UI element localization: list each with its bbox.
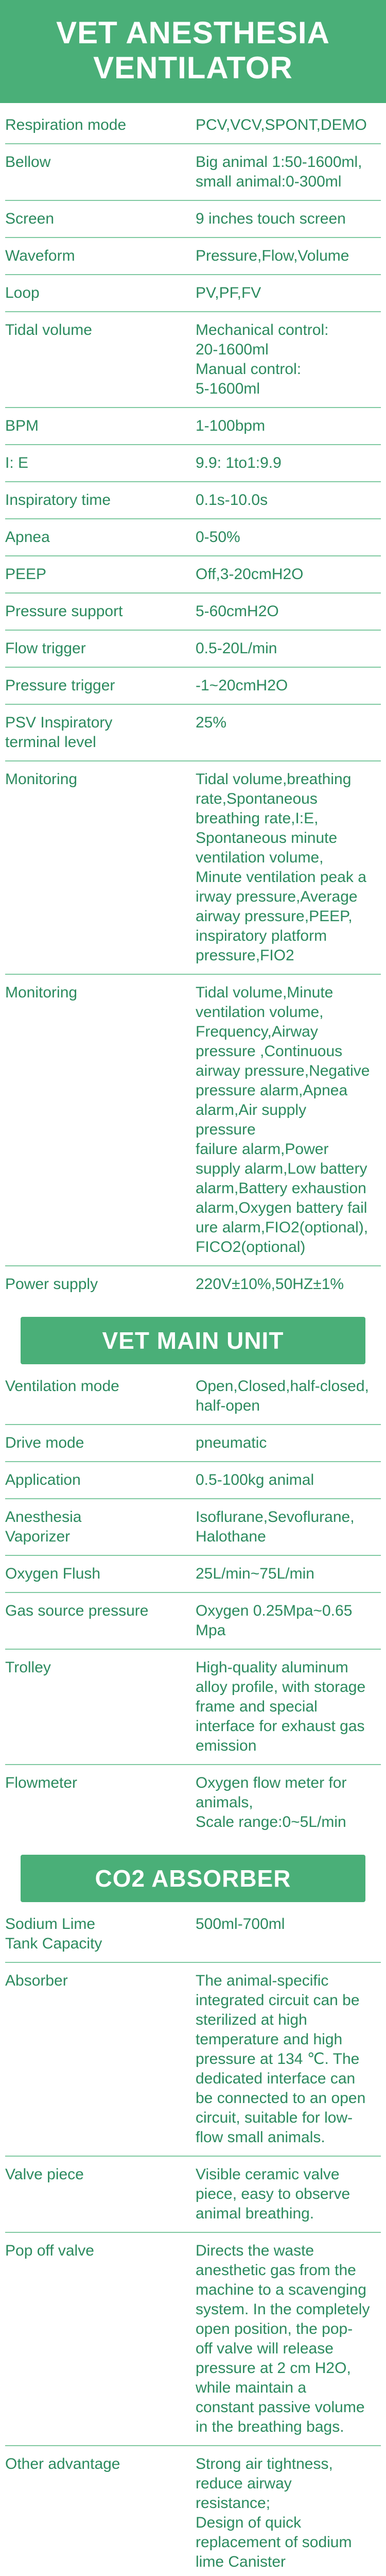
spec-label: Waveform: [5, 247, 75, 264]
spec-label: Pressure support: [5, 603, 123, 620]
spec-row: [5, 1368, 381, 1425]
spec-row: [5, 482, 381, 519]
spec-value: 1-100bpm: [196, 417, 266, 434]
spec-label: Trolley: [5, 1659, 51, 1676]
spec-row: [5, 238, 381, 275]
spec-value: 0.5-100kg animal: [196, 1471, 314, 1488]
co2-absorber-spec-table: [0, 1902, 386, 2576]
spec-label: Loop: [5, 284, 40, 301]
spec-label: Monitoring: [5, 771, 78, 788]
spec-row: [5, 1906, 381, 1963]
page-title-band: [0, 0, 386, 103]
spec-value: 25L/min~75L/min: [196, 1565, 314, 1582]
spec-row: [5, 594, 381, 631]
spec-value: Off,3-20cmH2O: [196, 566, 304, 583]
spec-row: [5, 1425, 381, 1462]
spec-value: -1~20cmH2O: [196, 677, 288, 694]
spec-value: Oxygen flow meter for animals, Scale range:0~5L/min: [196, 1774, 347, 1831]
spec-label: Power supply: [5, 1276, 98, 1293]
spec-label: I: E: [5, 454, 29, 471]
spec-value: Mechanical control: 20-1600ml Manual control: 5-1600ml: [196, 321, 329, 397]
spec-row: [5, 519, 381, 556]
spec-value: 220V±10%,50HZ±1%: [196, 1276, 344, 1293]
spec-value: Big animal 1:50-1600ml, small animal:0-300ml: [196, 154, 362, 190]
spec-label: Pop off valve: [5, 2242, 94, 2259]
spec-row: [5, 761, 381, 975]
spec-label: Gas source pressure: [5, 1602, 149, 1619]
spec-value: The animal-specific integrated circuit can be sterilized at high temperature and high pressure at 134 ℃. The dedicated interface can be connected to an open circuit, suitable for low- flow small animals.: [196, 1972, 366, 2146]
spec-row: [5, 144, 381, 201]
spec-row: [5, 1650, 381, 1765]
spec-label: Inspiratory time: [5, 492, 111, 509]
spec-row: [5, 556, 381, 594]
spec-value: 0-50%: [196, 529, 240, 546]
spec-label: Drive mode: [5, 1434, 84, 1451]
spec-value: Visible ceramic valve piece, easy to observe animal breathing.: [196, 2166, 350, 2222]
spec-value: 0.5-20L/min: [196, 640, 277, 657]
spec-value: 9 inches touch screen: [196, 210, 346, 227]
spec-value: Tidal volume,Minute ventilation volume, Frequency,Airway pressure ,Continuous airway pressure,Negative pressure alarm,Apnea alarm,Air supply pressure failure alarm,Power supply alarm,Low battery alarm,Battery exhaustion alarm,Oxygen battery fail ure alarm,FIO2(optional), FICO2(optional): [196, 984, 370, 1256]
spec-label: Anesthesia Vaporizer: [5, 1509, 82, 1545]
spec-row: [5, 201, 381, 238]
section-title-co2-absorber: CO2 ABSORBER: [21, 1855, 365, 1902]
spec-value: 5-60cmH2O: [196, 603, 279, 620]
spec-label: BPM: [5, 417, 39, 434]
spec-row: [5, 1765, 381, 1840]
spec-row: [5, 107, 381, 144]
spec-label: PSV Inspiratory terminal level: [5, 714, 113, 751]
spec-label: Valve piece: [5, 2166, 84, 2183]
spec-row: [5, 312, 381, 408]
spec-row: [5, 275, 381, 312]
spec-row: [5, 1593, 381, 1650]
spec-value: Open,Closed,half-closed, half-open: [196, 1378, 369, 1414]
spec-value: 9.9: 1to1:9.9: [196, 454, 282, 471]
page-title-line-2: VENTILATOR: [93, 50, 293, 85]
spec-row: [5, 1499, 381, 1556]
spec-label: Apnea: [5, 529, 50, 546]
spec-value: 0.1s-10.0s: [196, 492, 268, 509]
spec-value: Tidal volume,breathing rate,Spontaneous breathing rate,I:E, Spontaneous minute ventilation volume, Minute ventilation peak a irway pressure,Average airway pressure,PEEP, inspiratory platform pressure,FIO2: [196, 771, 366, 964]
spec-label: Ventilation mode: [5, 1378, 119, 1395]
spec-label: Screen: [5, 210, 55, 227]
page-title-line-1: VET ANESTHESIA: [56, 15, 330, 50]
spec-value: Oxygen 0.25Mpa~0.65 Mpa: [196, 1602, 353, 1639]
spec-label: Tidal volume: [5, 321, 92, 338]
spec-label: Bellow: [5, 154, 51, 171]
spec-value: PCV,VCV,SPONT,DEMO: [196, 116, 367, 133]
spec-row: [5, 975, 381, 1266]
section-title-main-unit: VET MAIN UNIT: [21, 1317, 365, 1364]
spec-row: [5, 1266, 381, 1302]
spec-label: Monitoring: [5, 984, 78, 1001]
spec-row: [5, 1556, 381, 1593]
spec-row: [5, 2157, 381, 2233]
spec-label: Sodium Lime Tank Capacity: [5, 1916, 102, 1952]
spec-label: Pressure trigger: [5, 677, 115, 694]
spec-row: [5, 2233, 381, 2446]
spec-value: PV,PF,FV: [196, 284, 261, 301]
spec-row: [5, 631, 381, 668]
spec-row: [5, 668, 381, 705]
main-unit-spec-table: [0, 1364, 386, 1840]
spec-value: pneumatic: [196, 1434, 267, 1451]
spec-row: [5, 445, 381, 482]
spec-label: PEEP: [5, 566, 47, 583]
spec-label: Oxygen Flush: [5, 1565, 101, 1582]
spec-label: Flowmeter: [5, 1774, 78, 1791]
spec-label: Absorber: [5, 1972, 68, 1989]
spec-value: Strong air tightness, reduce airway resistance; Design of quick replacement of sodium lime Canister: [196, 2455, 352, 2570]
spec-value: 25%: [196, 714, 227, 731]
spec-row: [5, 2446, 381, 2576]
spec-label: Application: [5, 1471, 81, 1488]
spec-value: Isoflurane,Sevoflurane, Halothane: [196, 1509, 355, 1545]
spec-label: Respiration mode: [5, 116, 127, 133]
spec-value: 500ml-700ml: [196, 1916, 285, 1933]
ventilator-spec-table: [0, 103, 386, 1302]
spec-row: [5, 408, 381, 445]
spec-row: [5, 1462, 381, 1499]
spec-row: [5, 705, 381, 761]
spec-row: [5, 1963, 381, 2157]
spec-value: Directs the waste anesthetic gas from the machine to a scavenging system. In the completely open position, the pop- off valve will release pressure at 2 cm H2O, while maintain a constant passive volume in the breathing bags.: [196, 2242, 370, 2435]
spec-label: Flow trigger: [5, 640, 86, 657]
spec-label: Other advantage: [5, 2455, 120, 2472]
spec-value: Pressure,Flow,Volume: [196, 247, 349, 264]
spec-value: High-quality aluminum alloy profile, with storage frame and special interface for exhaust gas emission: [196, 1659, 366, 1754]
